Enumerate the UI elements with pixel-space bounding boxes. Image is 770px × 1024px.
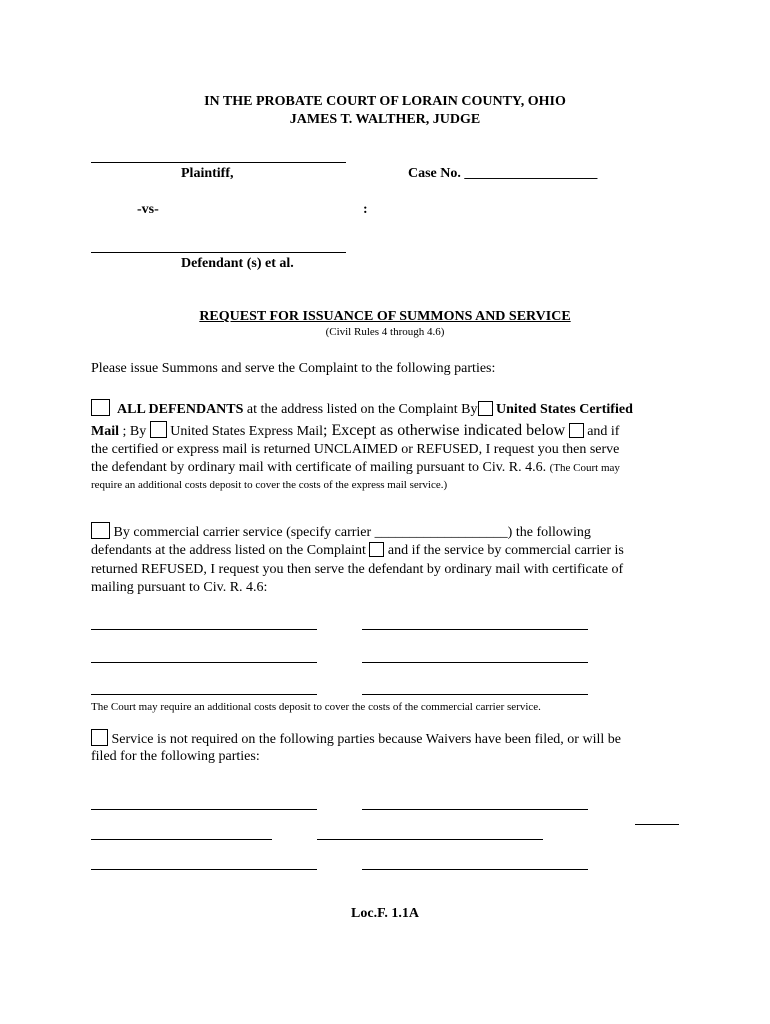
section2-line1: [91, 522, 691, 543]
usps-express-checkbox[interactable]: [150, 421, 167, 438]
waiver-checkbox[interactable]: [91, 729, 108, 746]
waiver-party-line[interactable]: [91, 839, 272, 840]
commercial-carrier-checkbox[interactable]: [91, 522, 110, 539]
waiver-party-line[interactable]: [91, 809, 317, 810]
waiver-party-line[interactable]: [91, 869, 317, 870]
section1-line3: the certified or express mail is returned UNCLAIMED or REFUSED, I request you then serve: [91, 442, 620, 457]
waiver-party-line[interactable]: [635, 824, 679, 825]
section2-line4: mailing pursuant to Civ. R. 4.6:: [91, 580, 268, 595]
usps-certified-checkbox[interactable]: [478, 401, 493, 416]
intro-text: Please issue Summons and serve the Complaint to the following parties:: [91, 361, 496, 376]
carrier-party-line[interactable]: [91, 629, 317, 630]
section1-note-end: require an additional costs deposit to cover the costs of the express mail service.): [91, 479, 448, 491]
court-name: IN THE PROBATE COURT OF LORAIN COUNTY, OHIO: [204, 94, 566, 109]
section1-line2: [91, 421, 691, 442]
commercial-carrier-label: By commercial carrier service (specify carrier ___________________) the following: [113, 525, 591, 540]
carrier-party-line[interactable]: [362, 662, 588, 663]
section2-line2-end: and if the service by commercial carrier is: [384, 543, 624, 558]
all-defendants-label: ALL DEFENDANTS: [117, 402, 244, 417]
commercial-refused-checkbox[interactable]: [369, 542, 384, 557]
section2-line2: [91, 542, 691, 560]
judge-name: JAMES T. WALTHER, JUDGE: [289, 112, 481, 127]
plaintiff-name-line: [91, 162, 346, 163]
waiver-party-line[interactable]: [317, 839, 543, 840]
all-defendants-checkbox[interactable]: [91, 399, 110, 416]
form-id: Loc.F. 1.1A: [351, 906, 419, 921]
plaintiff-label: Plaintiff,: [181, 166, 234, 181]
mail-label: Mail: [91, 424, 119, 439]
section3-line1: [91, 729, 691, 750]
usps-certified-label: United States Certified: [492, 402, 633, 417]
carrier-party-line[interactable]: [362, 694, 588, 695]
section1-line4: [91, 459, 691, 477]
form-title: REQUEST FOR ISSUANCE OF SUMMONS AND SERVICE: [199, 309, 571, 324]
except-text: ; Except as otherwise indicated below: [323, 422, 566, 439]
commercial-carrier-note: The Court may require an additional costs deposit to cover the costs of the commercial carrier service.: [91, 701, 541, 713]
form-subtitle: (Civil Rules 4 through 4.6): [325, 326, 445, 338]
waiver-label: Service is not required on the following parties because Waivers have been filed, or will be: [108, 732, 621, 747]
section1-line4-text: the defendant by ordinary mail with certificate of mailing pursuant to Civ. R. 4.6.: [91, 460, 547, 475]
except-checkbox[interactable]: [569, 423, 584, 438]
at-address-text: at the address listed on the Complaint By: [243, 402, 478, 417]
section2-line2-text: defendants at the address listed on the Complaint: [91, 543, 366, 558]
carrier-party-line[interactable]: [91, 662, 317, 663]
waiver-party-line[interactable]: [362, 809, 588, 810]
caption-colon: :: [363, 202, 368, 217]
semicolon-by-text: ; By: [119, 424, 147, 439]
section1-note-start: (The Court may: [549, 462, 620, 474]
section2-line3: returned REFUSED, I request you then serve the defendant by ordinary mail with certificate of: [91, 562, 624, 577]
section3-line2: filed for the following parties:: [91, 749, 260, 764]
versus-label: -vs-: [137, 202, 159, 217]
case-number-label: Case No. ___________________: [408, 166, 598, 181]
carrier-party-line[interactable]: [91, 694, 317, 695]
defendant-label: Defendant (s) et al.: [181, 256, 294, 271]
usps-express-label: United States Express Mail: [166, 424, 324, 439]
carrier-party-line[interactable]: [362, 629, 588, 630]
waiver-party-line[interactable]: [362, 869, 588, 870]
section1-line1: [91, 399, 691, 420]
and-if-text: and if: [583, 424, 620, 439]
defendant-name-line: [91, 252, 346, 253]
